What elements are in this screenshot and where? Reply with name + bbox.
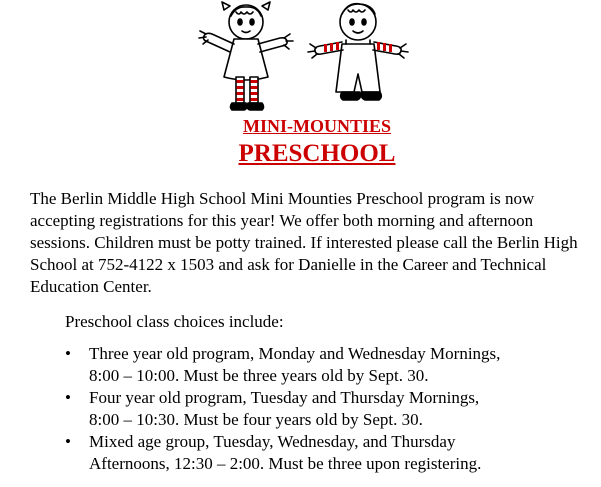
- list-item: [63, 343, 593, 387]
- page-title-line-2: PRESCHOOL: [238, 140, 396, 167]
- choices-intro: Preschool class choices include:: [65, 312, 284, 331]
- choice-line-1: Four year old program, Tuesday and Thursday Mornings,: [89, 388, 480, 407]
- list-item: [63, 387, 593, 431]
- choice-line-1: Mixed age group, Tuesday, Wednesday, and Thursday: [89, 432, 456, 451]
- children-clipart-image: [196, 0, 440, 116]
- bullet-icon: •: [65, 344, 71, 363]
- page-title-line-1: MINI-MOUNTIES: [242, 116, 391, 136]
- choice-line-2: 8:00 – 10:00. Must be three years old by Sept. 30.: [89, 366, 429, 385]
- choice-line-2: 8:00 – 10:30. Must be four years old by Sept. 30.: [89, 410, 423, 429]
- description-paragraph: The Berlin Middle High School Mini Mounties Preschool program is now accepting registrations for this year! We offer both morning and afternoon sessions. Children must be potty trained. If interested please call the Berlin High School at 752-4122 x 1503 and ask for Danielle in the Career and Technical Education Center.: [30, 189, 578, 296]
- bullet-icon: •: [65, 432, 71, 451]
- boy-figure: [308, 4, 408, 100]
- girl-figure: [199, 2, 293, 110]
- choice-line-1: Three year old program, Monday and Wednesday Mornings,: [89, 344, 501, 363]
- list-item: [63, 431, 593, 475]
- choice-line-2: Afternoons, 12:30 – 2:00. Must be three upon registering.: [89, 454, 482, 473]
- bullet-icon: •: [65, 388, 71, 407]
- class-choices-list: [63, 343, 593, 475]
